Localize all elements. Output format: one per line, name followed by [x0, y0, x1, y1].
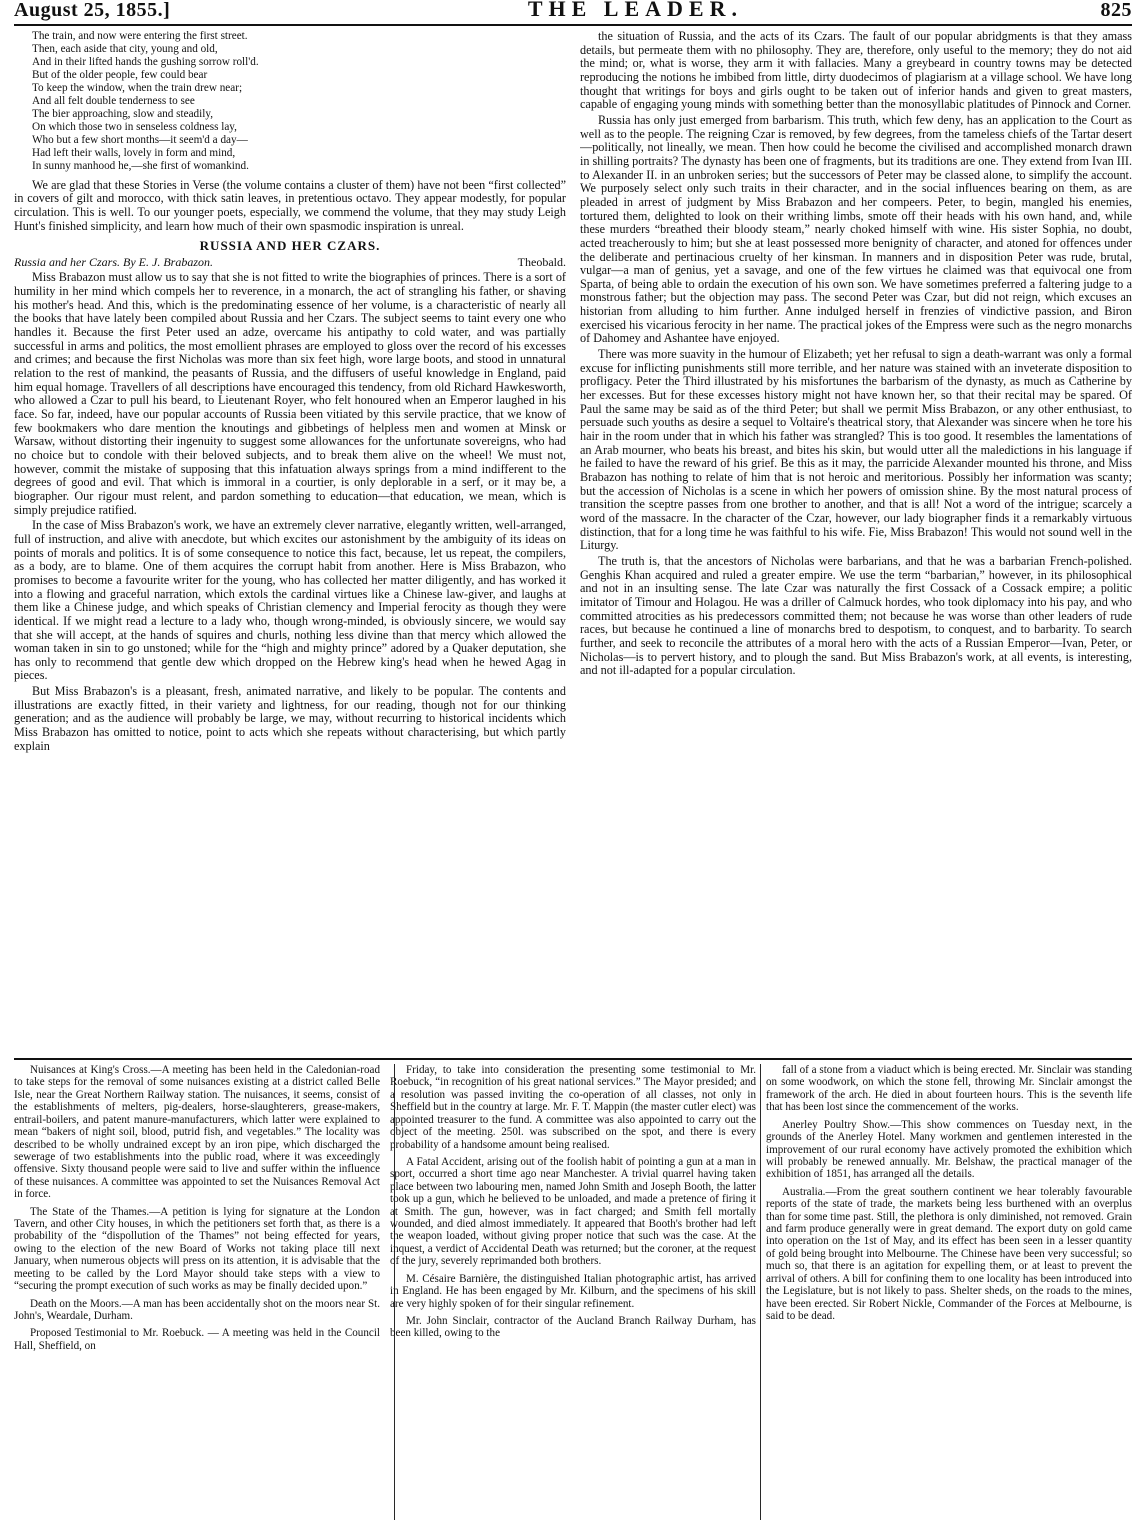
poem-line: Had left their walls, lovely in form and mind,	[32, 146, 236, 159]
page-header	[14, 0, 1132, 26]
article-paragraph: Russia has only just emerged from barbarism. This truth, which few deny, has an application to the Court as well as to the people. The reigning Czar is removed, by few degrees, from the tameless chiefs of the Tartar desert—politically, not lineally, we mean. Then how could he become the civilised and accomplished monarch drawn in shilling portraits? The dynasty has been one of fragments, but its traditions are one. They extend from Ivan III. to Alexander II. in an unbroken series; but the successors of Peter may be classed alone, to simplify the account. We purposely select only such traits in their character, and in the social influences bearing on them, as are pleaded in arrest of judgment by Miss Brabazon and her compeers. Peter, to begin, mangled his enemies, tortured them, delighted to look on their writhing limbs, smote off their heads with his own hand, and, while these murders “breathed their bloody steam,” nearly choked himself with wine. His sister Sophia, no doubt, acted treacherously to him; but she at least possessed more benignity of character, and atoned for offences under the deliberate and pertinacious cruelty of her kinsman. In manners and in disposition Peter was rude, brutal, vulgar—a man of genius, yet a savage, and one of the few virtues he claimed was that equivocal one from Sparta, of being able to ordain the execution of his own son. We have sometimes preferred a faltering judge to a monstrous father; but the objection may pass. The second Peter was Czar, but did not reign, which excuses an historian from alluding to him further. Anne indulged herself in frenzies of vindictive passion, and Biron exercised his vicarious ferocity in her name. The practical jokes of the Empress were such as the negro monarchs of Dahomey and Ashantee have enjoyed.	[580, 112, 1132, 346]
news-item: The State of the Thames.—A petition is lying for signature at the London Tavern, and other City houses, in which the petitioners set forth that, as there is a probability of the “dispollution of the Thames” not being effected for years, owing to the election of the new Board of Works not taking place till next January, when numerous objects will press on its attention, it is advisable that the meeting to be called by the Lord Mayor should take steps with a view to “securing the prompt execution of such works as may be finally decided upon.”	[14, 1205, 380, 1293]
section-title: RUSSIA AND HER CZARS.	[199, 238, 381, 254]
article-paragraph: the situation of Russia, and the acts of its Czars. The fault of our popular abridgments is that they amass details, but permeate them with no philosophy. They are, therefore, only useful to the memory; they do not aid the mind; or, what is worse, they arm it with fallacies. Many a greybeard in country towns may be detected reproducing the notions he imbibed from little, dirty duodecimos of plagiarism at a village school. We have long thought that writings for boys and girls ought to be taken out of inferior hands and given to great masters, capable of engaging young minds with something better than the monosyllabic platitudes of Pinnock and Corner.	[580, 30, 1132, 112]
news-item: Australia.—From the great southern continent we hear tolerably favourable reports of the state of trade, the markets being less burthened with an overplus than for some time past. Still, the plethora is only diminished, not removed. Grain and farm produce generally were in great demand. The export duty on gold came into operation on the 1st of May, and its effect has been seen in a lesser quantity of gold being brought into Melbourne. The Chinese have been very successful; so much so, that there is an agitation for expelling them, or at least to prevent the arrival of others. A bill for confining them to one locality has been introduced into the Legislature, but is not likely to pass. Shelter sheds, on the roads to the mines, have been erected. Sir Robert Nickle, Commander of the Forces at Melbourne, is said to be dead.	[766, 1185, 1132, 1323]
news-item: A Fatal Accident, arising out of the foolish habit of pointing a gun at a man in sport, occurred a short time ago near Manchester. A trivial quarrel having taken place between two labouring men, named John Smith and Joseph Booth, the latter took up a gun, which he believed to be unloaded, and made a pretence of firing it at Smith. The gun, however, was in fact charged; and Smith fell mortally wounded, and died almost immediately. It appeared that Booth's brother had left the weapon loaded, without giving proper notice that such was the case. At the inquest, a verdict of Accidental Death was returned; but the coroner, at the request of the jury, severely reprimanded both brothers.	[390, 1155, 756, 1268]
intro-paragraph: We are glad that these Stories in Verse (the volume contains a cluster of them) have not been “first collected” in covers of gilt and morocco, with thick satin leaves, in pretentious octavo. They appear modestly, for popular circulation. This is well. To our younger poets, especially, we commend the volume, that they may study Leigh Hunt's finished simplicity, and learn how much of their own spasmodic inspiration is unreal.	[14, 177, 566, 233]
byline-right: Theobald.	[517, 255, 566, 269]
bottom-column-1	[14, 1064, 380, 1520]
news-item: Mr. John Sinclair, contractor of the Aucland Branch Railway Durham, has been killed, owing to the	[390, 1315, 756, 1340]
article-paragraph: Miss Brabazon must allow us to say that she is not fitted to write the biographies of princes. There is a sort of humility in her mind which compels her to reverence, in a monarch, the act of strangling his father, or shaving his mother's head. And this, which is the predominating essence of her volume, is a characteristic of nearly all the books that have lately been compiled about Russia and her Czars. The subject seems to taint every one who handles it. Because the first Peter used an adze, overcame his antipathy to cold water, and was partially successful in arms and politics, the most emollient phrases are employed to gloss over the record of his excesses and crimes; and because the first Nicholas was more than six feet high, wore large boots, and stood in unnatural relation to the rest of mankind, the peasants of Russia, and the diffusers of useful knowledge in England, paid him equal homage. Travellers of all descriptions have encouraged this tendency, from old Richard Hawkesworth, who allowed a Czar to pull his beard, to Lieutenant Royer, who felt honoured when an Emperor laughed in his face. So far, indeed, have our popular accounts of Russia been vitiated by this servile practice, that we know of few bookmakers who dare mention the knoutings and gibbetings of helpless men and women at Minsk or Warsaw, without distorting their ingenuity to suggest some allowances for the unfortunate sovereigns, who had no choice but to condole with their beloved subjects, and to break them alive on the wheel! We must not, however, commit the mistake of supposing that this infatuation always springs from a mind indifferent to the degrees of good and evil. That which is immoral in a courtier, is only deplorable in a serf, or it may be, a biographer. Our rigour must relent, and pardon something to education—that education, we mean, which is simply prejudice ratified.	[14, 270, 566, 517]
poem-line: And in their lifted hands the gushing sorrow roll'd.	[32, 55, 259, 68]
article-paragraph: But Miss Brabazon's is a pleasant, fresh, animated narrative, and likely to be popular. The contents and illustrations are exactly fitted, in their variety and lightness, for our reading, though not for our thinking generation; and as the audience will probably be large, we may, without recurring to historical incidents which Miss Brabazon has omitted to notice, point to acts which she repeats without characterising, but which partly explain	[14, 684, 566, 753]
news-item: Death on the Moors.—A man has been accidentally shot on the moors near St. John's, Weardale, Durham.	[14, 1297, 380, 1323]
byline	[14, 256, 566, 269]
header-page-number: 825	[1100, 0, 1132, 21]
top-columns	[14, 30, 1132, 1055]
poem-line: To keep the window, when the train drew near;	[32, 81, 243, 94]
news-item: Nuisances at King's Cross.—A meeting has been held in the Caledonian-road to take steps for the removal of some nuisances existing at a district called Belle Isle, near the Great Northern Railway station. The nuisances, it seems, consist of the establishments of melters, pig-dealers, horse-slaughterers, grease-makers, entrail-boilers, and patent manure-manufacturers, which latter were explained to mean “bakers of night soil, blood, putrid fish, and vegetables.” The locality was described to be wholly undrained except by an iron pipe, which discharged the sewerage of two establishments into the public road, where it was exceedingly offensive. Sixty thousand people were said to live and suffer within the influence of these nuisances. A committee was appointed to set the Nuisances Removal Act in force.	[14, 1064, 380, 1201]
poem-line: The bier approaching, slow and steadily,	[32, 107, 214, 120]
article-paragraph: The truth is, that the ancestors of Nicholas were barbarians, and that he was a barbarian French-polished. Genghis Khan acquired and ruled a greater empire. We use the term “barbarian,” however, in its philosophical and not in an insulting sense. The late Czar was naturally the first Cossack of a Cossack empire; a politic imitator of Timour and Holagou. He was a driller of Calmuck hordes, who took diplomacy into his pay, and who committed atrocities as his predecessors committed them; not because he was worse than other leaders of rude races, but because he continued a line of monarchs bred to despotism, to conquest, and to barbarity. To search further, and seek to reconcile the attributes of a moral hero with the acts of a Russian Emperor—Ivan, Peter, or Nicholas—is to pervert history, and to plough the sand. But Miss Brabazon's work, at all events, is interesting, and not ill-adapted for a popular circulation.	[580, 553, 1132, 678]
bottom-column-3	[766, 1064, 1132, 1520]
news-item: Friday, to take into consideration the presenting some testimonial to Mr. Roebuck, “in recognition of his great national services.” The Mayor presided; and a resolution was passed inviting the co-operation of all classes, not only in Sheffield but in the country at large. Mr. F. T. Mappin (the master cutler elect) was appointed treasurer to the fund. A committee was also appointed to carry out the object of the meeting. 250l. was subscribed on the spot, and there is every probability of a handsome amount being realised.	[390, 1064, 756, 1151]
top-left-column	[14, 30, 566, 1055]
poem-line: Then, each aside that city, young and old,	[32, 42, 218, 55]
bottom-column-2	[390, 1064, 756, 1520]
section-divider	[14, 1058, 1132, 1060]
news-item: M. Césaire Barnière, the distinguished Italian photographic artist, has arrived in England. He has been engaged by Mr. Kilburn, and the specimens of his skill are very highly spoken of for their singular refinement.	[390, 1272, 756, 1310]
byline-left: Russia and her Czars. By E. J. Brabazon.	[14, 255, 213, 269]
article-paragraph: There was more suavity in the humour of Elizabeth; yet her refusal to sign a death-warrant was only a formal excuse for inflicting punishments still more terrible, and her nature was stained with an inveterate disposition to profligacy. Peter the Third illustrated by his misfortunes the barbarism of the dynasty, as much as Catherine by her excesses. But for these excesses history might not have known her, so that their recital may be spared. Of Paul the same may be said as of the third Peter; but shall we permit Miss Brabazon, or any other enthusiast, to persuade such youths as desire a sequel to Voltaire's theatrical story, that Alexander was sincere when he tore his hair in the room under that in which his father was strangled? This is too good. It resembles the lamentations of an Arab mourner, who beats his breast, and bites his skin, but would utter all the maledictions in his language if he failed to have the reward of his grief. Be this as it may, the parricide Alexander mounted his throne, and Miss Brabazon has nothing to relate of him that is not heroic and meritorious. Possibly her information was scanty; but the accession of Nicholas is a scene in which her powers of omission shine. By the most natural process of transition the sceptre passes from one brother to another, and that is all! Not a word of the intrigue; scarcely a word of the massacre. In the character of the Czar, however, our lady biographer finds it a remarkably virtuous distinction, that for a long time he was faithful to his wife. Fie, Miss Brabazon! This would not sound well in the Liturgy.	[580, 347, 1132, 553]
poem-line: But of the older people, few could bear	[32, 68, 208, 81]
news-item: Anerley Poultry Show.—This show commences on Tuesday next, in the grounds of the Anerley Hotel. Many workmen and gentlemen interested in the improvement of our rural economy have actively promoted the exhibition which will probably be renewed annually. Mr. Belshaw, the practical manager of the exhibition of 1851, has arranged all the details.	[766, 1118, 1132, 1181]
poem-line: And all felt double tenderness to see	[32, 94, 195, 107]
bottom-columns	[14, 1064, 1132, 1520]
news-item: fall of a stone from a viaduct which is being erected. Mr. Sinclair was standing on some woodwork, on which the stone fell, throwing Mr. Sinclair amongst the framework of the arch. He died in about fourteen hours. This is the seventh life that has been lost since the commencement of the works.	[766, 1064, 1132, 1114]
header-date: August 25, 1855.]	[14, 0, 171, 21]
poem-line: In sunny manhood he,—she first of womankind.	[32, 159, 249, 172]
news-item: Proposed Testimonial to Mr. Roebuck. — A meeting was held in the Council Hall, Sheffield, on	[14, 1327, 380, 1352]
poem-line: Who but a few short months—it seem'd a day—	[32, 133, 248, 146]
top-right-column	[580, 30, 1132, 1055]
article-paragraph: In the case of Miss Brabazon's work, we have an extremely clever narrative, elegantly written, well-arranged, full of instruction, and alive with anecdote, but which excites our astonishment by the ambiguity of its ideas on points of morals and politics. It is of some consequence to notice this fact, because, let us repeat, the compilers, as a body, are to blame. One of them acquires the corrupt habit from another. Here is Miss Brabazon, who promises to become a favourite writer for the young, who has collected her matter diligently, and has worked it into a flowing and graceful narration, which extols the cardinal virtues like a Chinese law-giver, and laughs at them like a Chinese judge, and which speaks of Christian clemency and Imperial ferocity as though they were identical. If we might read a lecture to a lady who, though wrong-minded, is obviously sincere, we would say that she will accept, at the hands of squires and churls, nothing less divine than that mercy which allowed the woman taken in sin to go unstoned; while for the “high and mighty prince” adored by a Quaker deputation, she has only to recommend that gentle dew which dropped on the Hebrew king's head when he hewed Agag in pieces.	[14, 518, 566, 683]
header-title: THE LEADER.	[527, 0, 743, 21]
poem-line: The train, and now were entering the first street.	[32, 30, 248, 42]
poem-line: On which those two in senseless coldness lay,	[32, 120, 237, 133]
poem	[14, 30, 566, 173]
